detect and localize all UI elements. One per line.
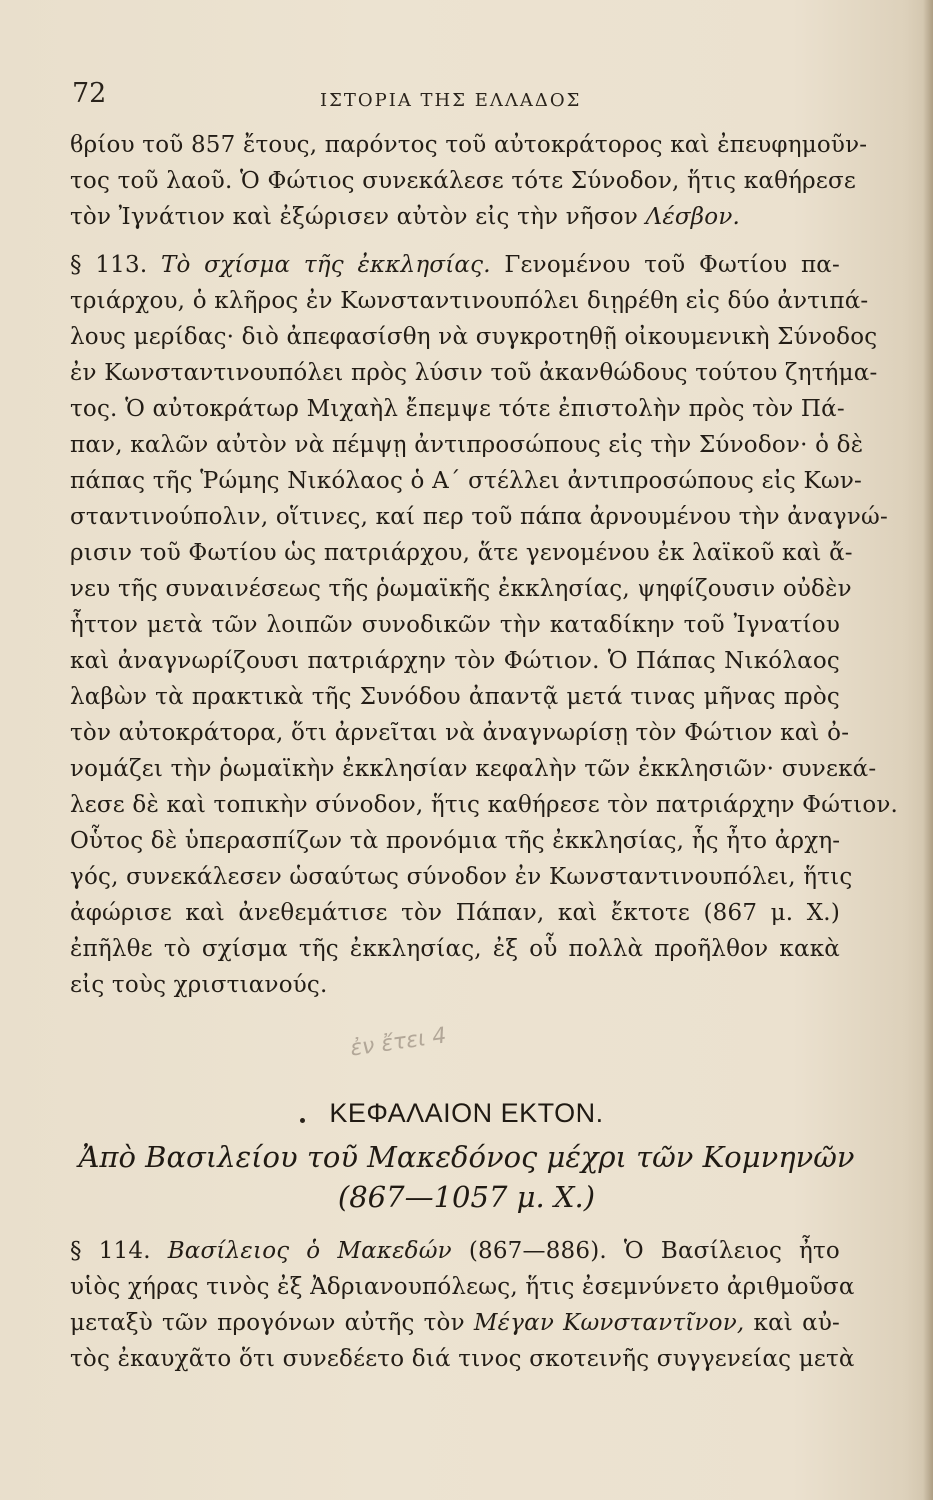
text-line: τος τοῦ λαοῦ. Ὁ Φώτιος συνεκάλεσε τότε Σύνοδον, ἥτις καθήρεσε (70, 168, 856, 194)
section-title: Βασίλειος ὁ Μακεδών (167, 1238, 452, 1264)
text-line-segment: μεταξὺ τῶν προγόνων αὐτῆς τὸν (70, 1310, 465, 1336)
pencil-annotation: ἐν ἔτει 4 (348, 1023, 448, 1062)
text-line: εἰς τοὺς χριστιανούς. (70, 972, 328, 998)
section-mark: § 113. (70, 252, 148, 278)
text-line: ρισιν τοῦ Φωτίου ὡς πατριάρχου, ἅτε γενομένου ἐκ λαϊκοῦ καὶ ἄ- (70, 540, 853, 566)
text-line: γός, συνεκάλεσεν ὡσαύτως σύνοδον ἐν Κωνσταντινουπόλει, ἥτις (70, 864, 853, 890)
section-heading-line (70, 250, 840, 280)
text-line-segment: τὸν Ἰγνάτιον καὶ ἐξώρισεν αὐτὸν εἰς τὴν νῆσον (70, 204, 639, 230)
text-line: νομάζει τὴν ῥωμαϊκὴν ἐκκλησίαν κεφαλὴν τῶν ἐκκλησιῶν· συνεκά- (70, 756, 877, 782)
text-line-segment: Γενομένου τοῦ Φωτίου πα- (504, 252, 840, 278)
text-line (70, 202, 740, 232)
section-mark: § 114. (70, 1238, 151, 1264)
text-line: τὸς ἐκαυχᾶτο ὅτι συνεδέετο διά τινος σκοτεινῆς συγγενείας μετὰ (70, 1346, 855, 1372)
person-name: Μέγαν Κωνσταντῖνον, (473, 1310, 745, 1336)
text-line: ἀφώρισε καὶ ἀνεθεμάτισε τὸν Πάπαν, καὶ ἔκτοτε (867 μ. Χ.) (70, 900, 840, 926)
text-line: Οὗτος δὲ ὑπερασπίζων τὰ προνόμια τῆς ἐκκλησίας, ἧς ἦτο ἀρχη- (70, 828, 841, 854)
text-line: καὶ ἀναγνωρίζουσι πατριάρχην τὸν Φώτιον. Ὁ Πάπας Νικόλαος (70, 648, 840, 674)
text-line: ἐπῆλθε τὸ σχίσμα τῆς ἐκκλησίας, ἐξ οὗ πολλὰ προῆλθον κακὰ (70, 936, 840, 962)
text-line: ϐρίου τοῦ 857 ἔτους, παρόντος τοῦ αὐτοκράτορος καὶ ἐπευφημοῦν- (70, 132, 868, 158)
text-line: λεσε δὲ καὶ τοπικὴν σύνοδον, ἥτις καθήρεσε τὸν πατριάρχην Φώτιον. (70, 792, 899, 818)
text-line: ἧττον μετὰ τῶν λοιπῶν συνοδικῶν τὴν καταδίκην τοῦ Ἰγνατίου (70, 612, 840, 638)
chapter-title: ΚΕΦΑΛΑΙΟΝ ΕΚΤΟΝ. (329, 1098, 604, 1128)
text-line: πάπας τῆς Ῥώμης Νικόλαος ὁ Α΄ στέλλει ἀντιπροσώπους εἰς Κων- (70, 468, 863, 494)
text-line (70, 1308, 840, 1338)
text-line-segment: (867—886). Ὁ Βασίλειος ἦτο (468, 1238, 840, 1264)
text-line-segment: καὶ αὐ- (753, 1310, 840, 1336)
page-edge-shadow (923, 0, 933, 1500)
chapter-subtitle: Ἀπὸ Βασιλείου τοῦ Μακεδόνος μέχρι τῶν Κομνηνῶν (78, 1140, 855, 1174)
text-line: λαβὼν τὰ πρακτικὰ τῆς Συνόδου ἀπαντᾷ μετά τινας μῆνας πρὸς (70, 684, 840, 710)
text-line: υἱὸς χήρας τινὸς ἐξ Ἀδριανουπόλεως, ἥτις ἐσεμνύνετο ἀριθμοῦσα (70, 1274, 855, 1300)
text-line: παν, καλῶν αὐτὸν νὰ πέμψῃ ἀντιπροσώπους εἰς τὴν Σύνοδον· ὁ δὲ (70, 432, 864, 458)
place-name: Λέσβον. (645, 204, 741, 230)
section-title: Τὸ σχίσμα τῆς ἐκκλησίας. (160, 252, 491, 278)
text-line: τος. Ὁ αὐτοκράτωρ Μιχαὴλ ἔπεμψε τότε ἐπιστολὴν πρὸς τὸν Πά- (70, 396, 845, 422)
text-line: σταντινούπολιν, οἵτινες, καί περ τοῦ πάπα ἀρνουμένου τὴν ἀναγνώ- (70, 504, 888, 530)
section-heading-line (70, 1236, 840, 1266)
chapter-date-range: (867—1057 μ. Χ.) (337, 1180, 596, 1214)
text-line: τὸν αὐτοκράτορα, ὅτι ἀρνεῖται νὰ ἀναγνωρίσῃ τὸν Φώτιον καὶ ὀ- (70, 720, 850, 746)
running-title: ΙΣΤΟΡΙΑ ΤΗΣ ΕΛΛΑΔΟΣ (320, 90, 582, 111)
page-number: 72 (72, 78, 107, 109)
text-line: τριάρχου, ὁ κλῆρος ἐν Κωνσταντινουπόλει διῃρέθη εἰς δύο ἀντιπά- (70, 288, 869, 314)
text-line: ἐν Κωνσταντινουπόλει πρὸς λύσιν τοῦ ἀκανθώδους τούτου ζητήμα- (70, 360, 878, 386)
text-line: λους μερίδας· διὸ ἀπεφασίσθη νὰ συγκροτηθῇ οἰκουμενικὴ Σύνοδος (70, 324, 878, 350)
text-line: νευ τῆς συναινέσεως τῆς ῥωμαϊκῆς ἐκκλησίας, ψηφίζουσιν οὐδὲν (70, 576, 852, 602)
